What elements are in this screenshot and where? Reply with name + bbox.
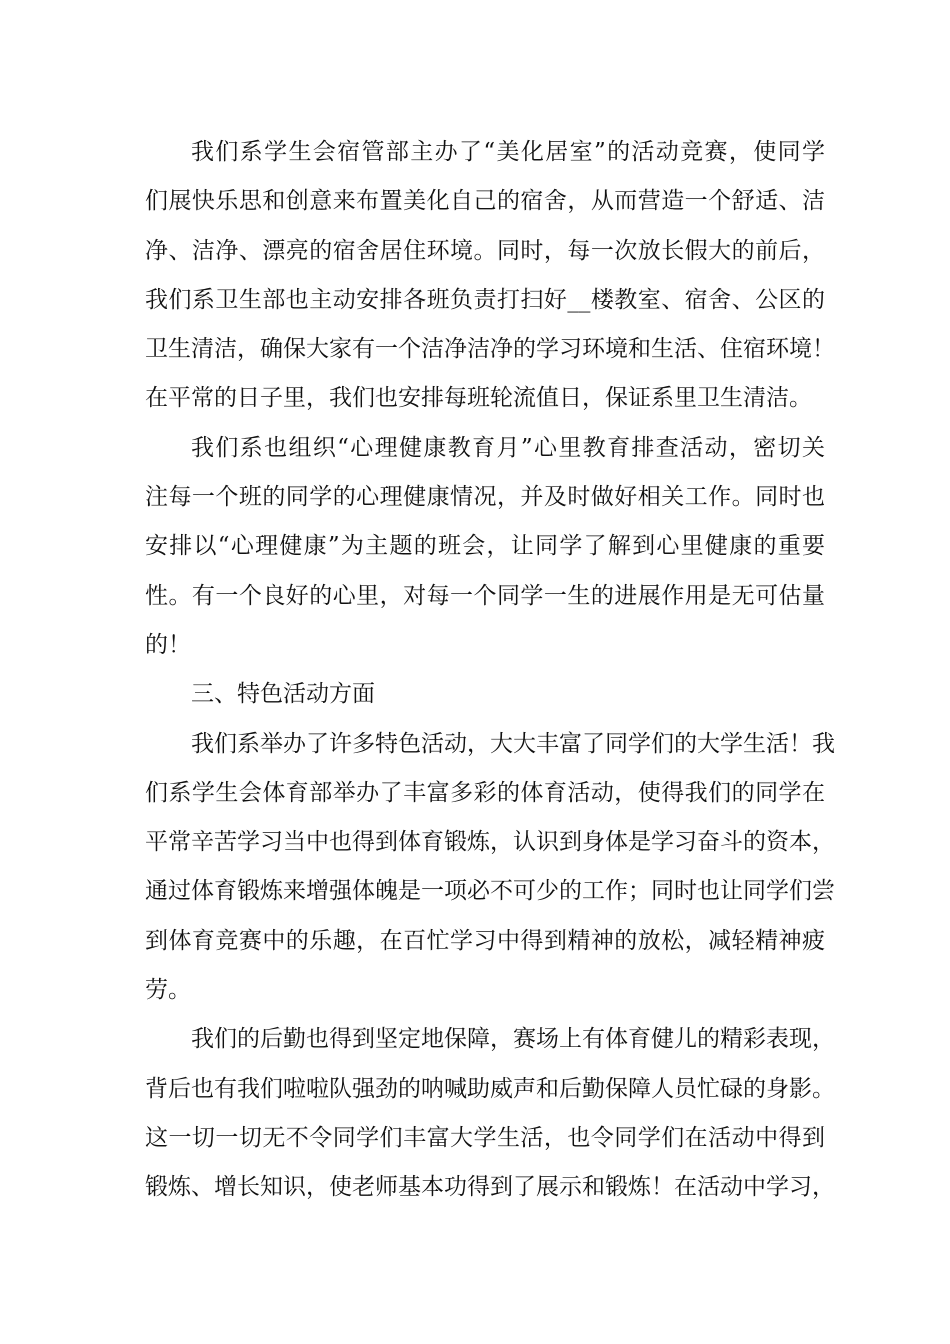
text-line: 背后也有我们啦啦队强劲的呐喊助威声和后勤保障人员忙碌的身影。 <box>145 1075 835 1102</box>
text-line: 这一切一切无不令同学们丰富大学生活，也令同学们在活动中得到 <box>145 1124 825 1151</box>
text-line: 我们系学生会宿管部主办了“美化居室”的活动竞赛，使同学 <box>191 139 825 165</box>
text-line: 我们系也组织“心理健康教育月”心里教育排查活动，密切关 <box>191 434 825 461</box>
text-line: 锻炼、增长知识，使老师基本功得到了展示和锻炼！在活动中学习， <box>145 1174 835 1201</box>
text-line: 我们系举办了许多特色活动，大大丰富了同学们的大学生活！我 <box>191 730 835 757</box>
text-line: 到体育竞赛中的乐趣，在百忙学习中得到精神的放松，减轻精神疲 <box>145 927 825 954</box>
paragraph-special-activities <box>145 720 835 1016</box>
paragraph-mental-health <box>145 424 825 670</box>
text-line: 性。有一个良好的心里，对每一个同学一生的进展作用是无可估量 <box>145 582 825 609</box>
text-line: 通过体育锻炼来增强体魄是一项必不可少的工作；同时也让同学们尝 <box>145 878 835 905</box>
document-body <box>145 128 835 1213</box>
text-line: 们系学生会体育部举办了丰富多彩的体育活动，使得我们的同学在 <box>145 779 825 806</box>
text-line: 注每一个班的同学的心理健康情况，并及时做好相关工作。同时也 <box>145 484 825 511</box>
text-line: 们展快乐思和创意来布置美化自己的宿舍，从而营造一个舒适、洁 <box>145 188 825 215</box>
paragraph-dormitory <box>145 128 835 424</box>
text-line: 卫生清洁，确保大家有一个洁净洁净的学习环境和生活、住宿环境！ <box>145 336 835 363</box>
text-line: 平常辛苦学习当中也得到体育锻炼，认识到身体是学习奋斗的资本， <box>145 829 835 856</box>
section-heading <box>145 670 825 719</box>
text-line: 我们的后勤也得到坚定地保障，赛场上有体育健儿的精彩表现， <box>191 1026 835 1053</box>
text-line: 净、洁净、漂亮的宿舍居住环境。同时，每一次放长假大的前后， <box>145 237 825 264</box>
text-line: 在平常的日子里，我们也安排每班轮流值日，保证系里卫生清洁。 <box>145 385 812 412</box>
section-heading-text: 三、特色活动方面 <box>191 681 375 708</box>
paragraph-logistics <box>145 1015 835 1212</box>
text-line: 安排以“心理健康”为主题的班会，让同学了解到心里健康的重要 <box>145 533 825 560</box>
text-line: 劳。 <box>145 977 191 1004</box>
text-line: 的！ <box>145 631 191 658</box>
text-line: 我们系卫生部也主动安排各班负责打扫好__楼教室、宿舍、公区的 <box>145 286 825 313</box>
